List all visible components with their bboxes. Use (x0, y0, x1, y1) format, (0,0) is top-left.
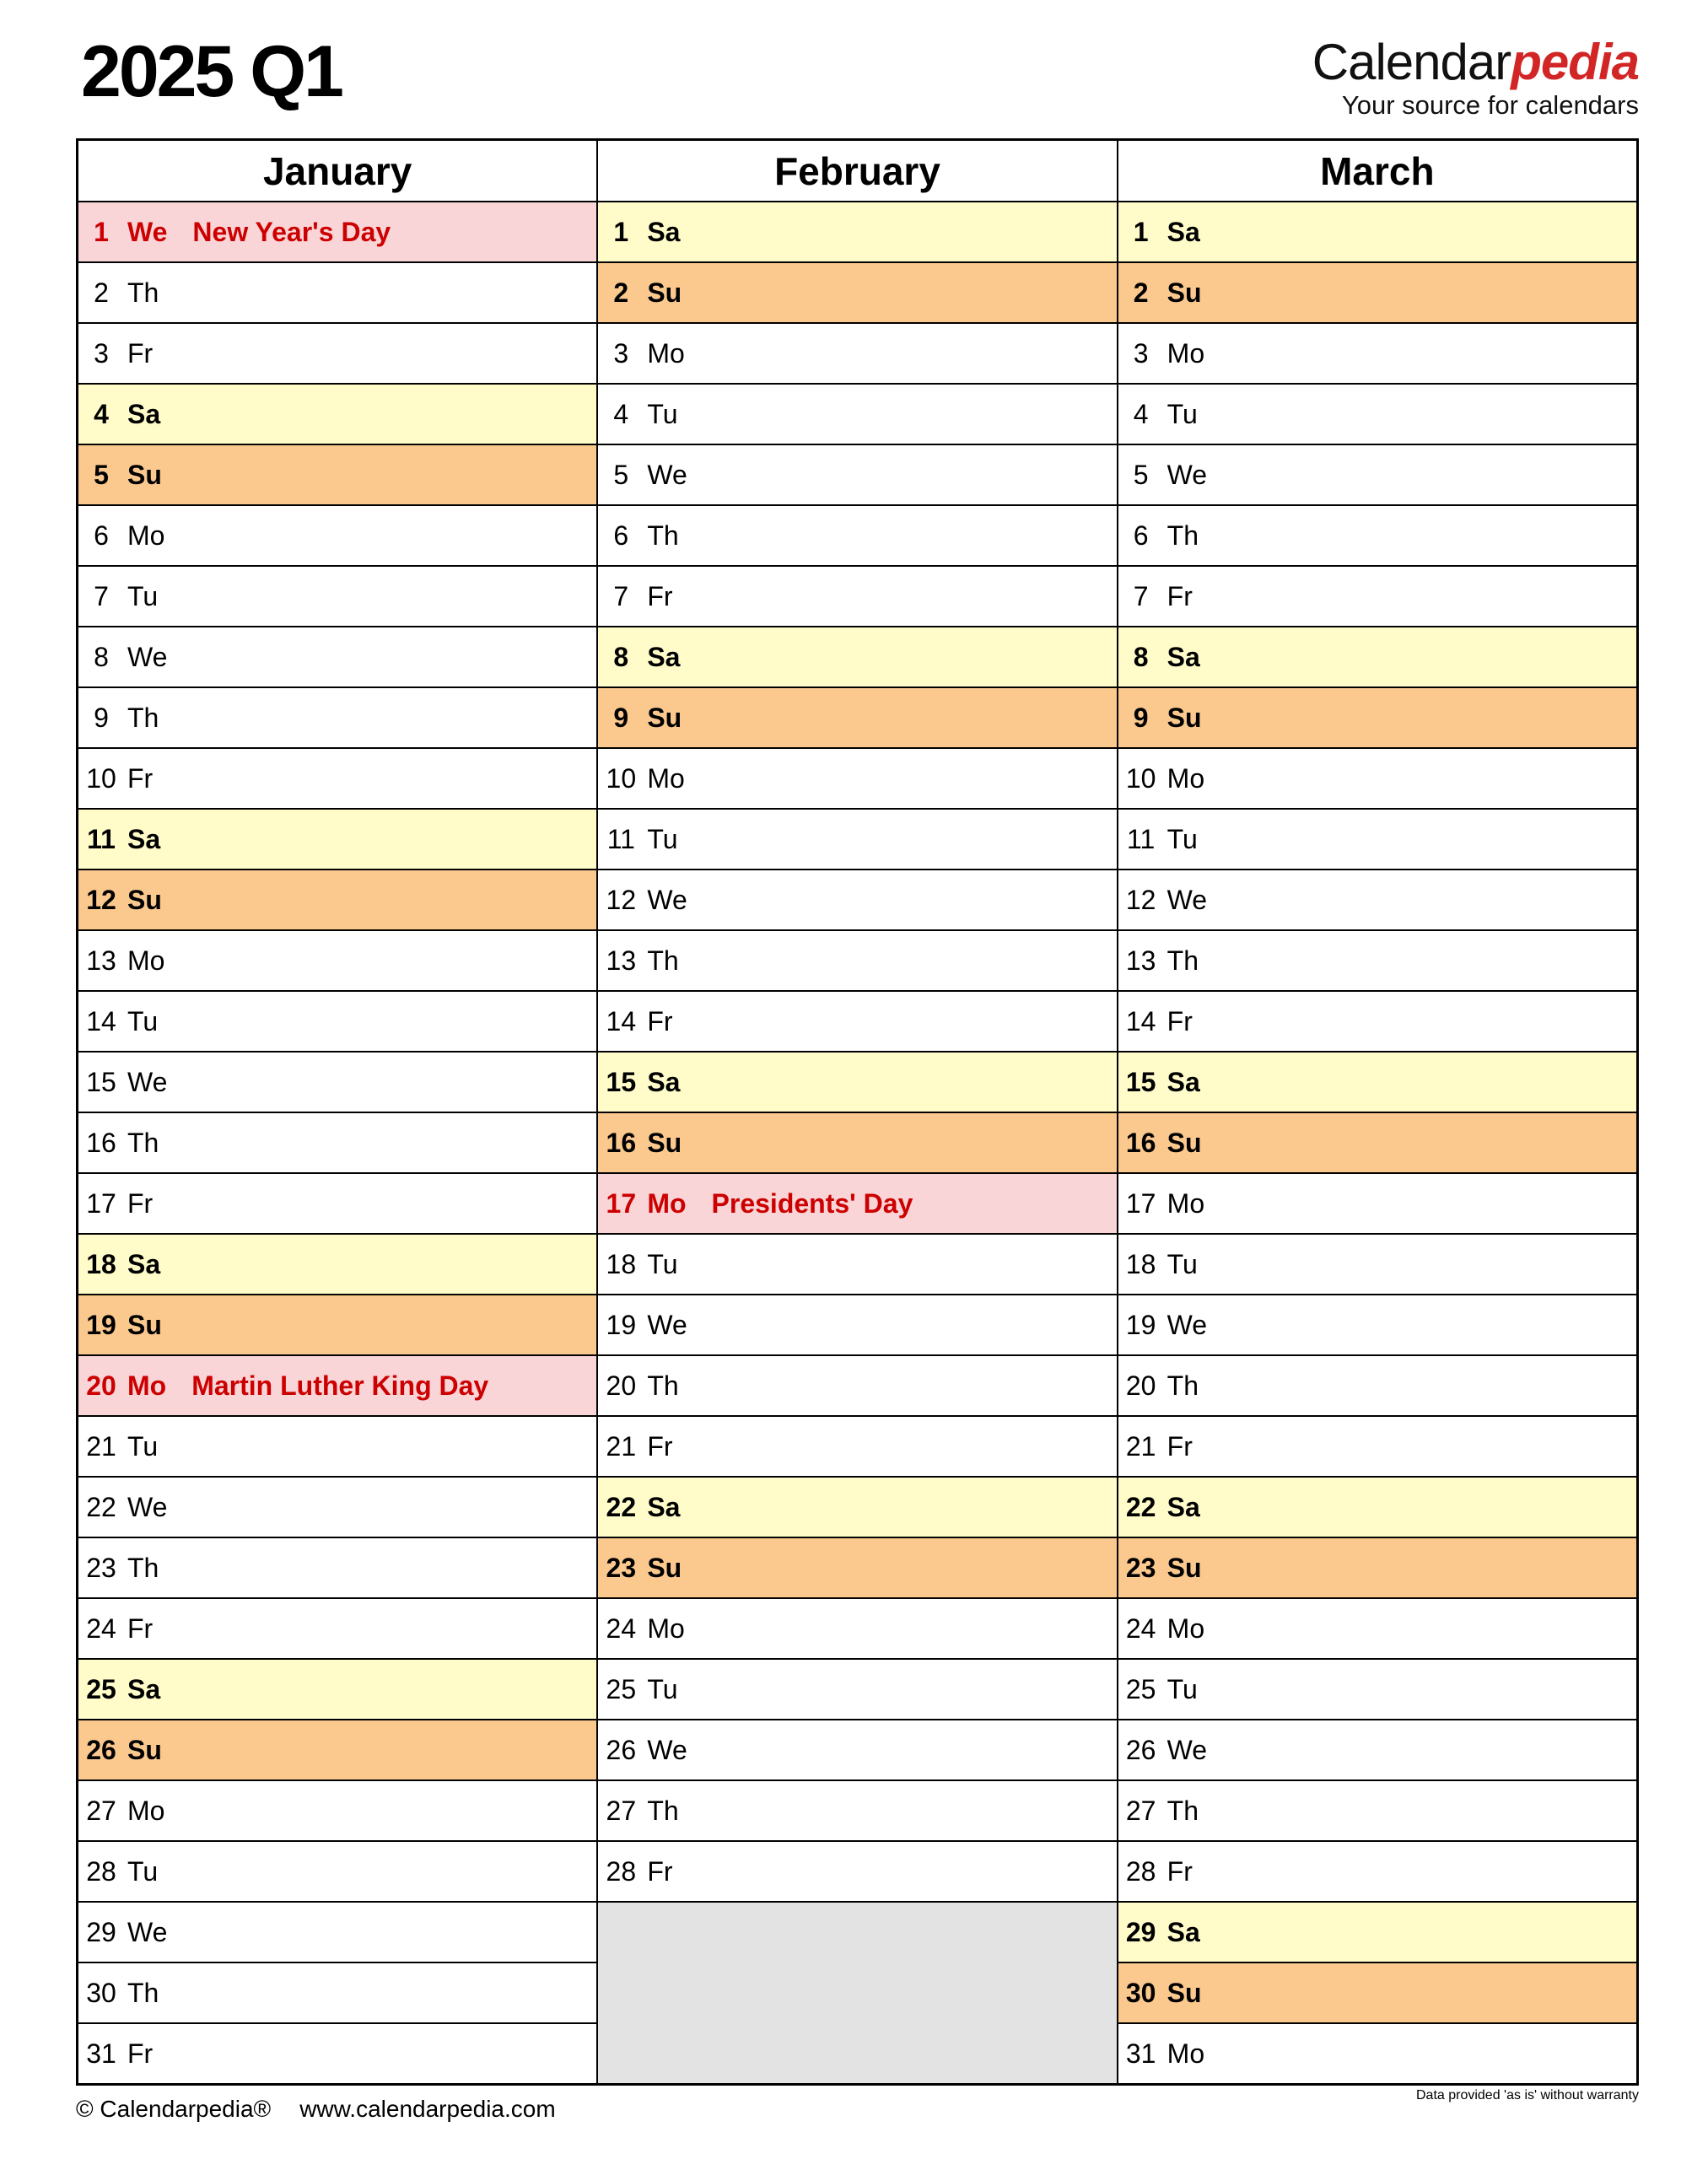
day-number: 21 (606, 1430, 637, 1462)
day-row (78, 567, 596, 627)
day-row (598, 1235, 1116, 1295)
day-row (598, 1174, 1116, 1235)
logo-wordmark (1312, 34, 1639, 90)
day-row (598, 385, 1116, 445)
holiday-label: New Year's Day (192, 216, 391, 247)
day-number: 31 (1125, 2038, 1156, 2069)
day-row (1118, 1295, 1636, 1356)
day-row (78, 1599, 596, 1660)
day-number: 5 (94, 459, 109, 490)
weekday-abbrev: Tu (1167, 1673, 1198, 1704)
weekday-abbrev: Mo (1167, 1613, 1205, 1644)
weekday-abbrev: Sa (127, 398, 161, 429)
weekday-abbrev: Sa (647, 216, 681, 247)
day-row (598, 1842, 1116, 1903)
day-row (1118, 263, 1636, 324)
day-row (1118, 445, 1636, 506)
day-number: 21 (1125, 1430, 1156, 1462)
day-number: 6 (613, 520, 629, 551)
day-number: 20 (1125, 1370, 1156, 1401)
day-number: 24 (606, 1613, 637, 1644)
weekday-abbrev: Su (647, 1127, 682, 1158)
weekday-abbrev: Sa (1167, 1916, 1200, 1947)
day-number: 4 (94, 398, 109, 429)
day-number: 22 (86, 1491, 116, 1522)
day-row (1118, 627, 1636, 688)
day-row (78, 627, 596, 688)
weekday-abbrev: Mo (1167, 2038, 1205, 2069)
weekday-abbrev: Su (647, 277, 682, 308)
day-number: 27 (606, 1795, 637, 1826)
day-number: 12 (86, 884, 116, 915)
weekday-abbrev: Th (1167, 945, 1199, 976)
weekday-abbrev: Su (1167, 1977, 1202, 2008)
day-row (1118, 810, 1636, 870)
weekday-abbrev: Th (647, 1370, 679, 1401)
weekday-abbrev: Fr (647, 580, 673, 611)
weekday-abbrev: Th (647, 945, 679, 976)
day-number: 6 (94, 520, 109, 551)
weekday-abbrev: Sa (647, 641, 681, 672)
weekday-abbrev: Tu (647, 823, 678, 854)
weekday-abbrev: Th (127, 702, 159, 733)
day-number: 8 (1133, 641, 1149, 672)
weekday-abbrev: Su (1167, 702, 1202, 733)
day-number: 26 (86, 1734, 116, 1765)
day-row (1118, 1356, 1636, 1417)
day-number: 31 (86, 2038, 116, 2069)
day-number: 12 (1125, 884, 1156, 915)
month-header: March (1118, 141, 1636, 202)
weekday-abbrev: Fr (127, 1187, 154, 1219)
weekday-abbrev: Fr (127, 337, 154, 369)
weekday-abbrev: We (1167, 1309, 1208, 1340)
weekday-abbrev: Th (647, 1795, 679, 1826)
day-row (1118, 567, 1636, 627)
day-number: 6 (1133, 520, 1149, 551)
day-number: 13 (606, 945, 637, 976)
weekday-abbrev: Mo (1167, 337, 1205, 369)
weekday-abbrev: Fr (1167, 1005, 1193, 1036)
weekday-abbrev: Tu (127, 1430, 159, 1462)
day-row (78, 1113, 596, 1174)
day-number: 29 (86, 1916, 116, 1947)
day-row (598, 1720, 1116, 1781)
month-column-march (1118, 141, 1636, 2083)
day-row (598, 1053, 1116, 1113)
day-row (598, 1781, 1116, 1842)
weekday-abbrev: We (127, 1066, 168, 1097)
weekday-abbrev: Mo (647, 337, 685, 369)
weekday-abbrev: Mo (127, 1370, 167, 1401)
day-number: 1 (1133, 216, 1149, 247)
day-number: 1 (94, 216, 109, 247)
day-row (1118, 992, 1636, 1053)
day-number: 18 (606, 1248, 637, 1279)
day-number: 13 (86, 945, 116, 976)
weekday-abbrev: We (127, 1491, 168, 1522)
day-row (598, 627, 1116, 688)
weekday-abbrev: Sa (127, 1248, 161, 1279)
holiday-label: Presidents' Day (711, 1187, 913, 1219)
weekday-abbrev: We (127, 1916, 168, 1947)
day-number: 1 (613, 216, 629, 247)
day-row (1118, 1174, 1636, 1235)
weekday-abbrev: Sa (127, 1673, 161, 1704)
day-row (598, 749, 1116, 810)
page-header (0, 0, 1708, 138)
day-row (1118, 1842, 1636, 1903)
weekday-abbrev: Mo (1167, 762, 1205, 794)
weekday-abbrev: Fr (647, 1855, 673, 1887)
day-number: 2 (1133, 277, 1149, 308)
day-row (598, 1478, 1116, 1538)
day-row (598, 1599, 1116, 1660)
day-row (1118, 1113, 1636, 1174)
day-row (1118, 1235, 1636, 1295)
day-number: 14 (86, 1005, 116, 1036)
weekday-abbrev: We (647, 884, 687, 915)
day-number: 28 (606, 1855, 637, 1887)
weekday-abbrev: We (127, 641, 168, 672)
day-number: 20 (606, 1370, 637, 1401)
day-number: 8 (94, 641, 109, 672)
day-row (598, 567, 1116, 627)
weekday-abbrev: Mo (647, 762, 685, 794)
weekday-abbrev: Tu (127, 1855, 159, 1887)
weekday-abbrev: Th (1167, 1795, 1199, 1826)
day-number: 20 (86, 1370, 116, 1401)
day-number: 27 (86, 1795, 116, 1826)
day-row (78, 445, 596, 506)
weekday-abbrev: Su (1167, 1552, 1202, 1583)
day-row (598, 688, 1116, 749)
day-row (78, 1842, 596, 1903)
website-url: www.calendarpedia.com (299, 2096, 556, 2122)
day-row (78, 385, 596, 445)
day-number: 15 (1125, 1066, 1156, 1097)
weekday-abbrev: Mo (127, 945, 165, 976)
day-row (1118, 749, 1636, 810)
day-number: 30 (1125, 1977, 1156, 2008)
day-number: 18 (86, 1248, 116, 1279)
weekday-abbrev: Su (127, 884, 162, 915)
logo-text-pedia: pedia (1511, 34, 1639, 90)
day-row (78, 810, 596, 870)
day-row (1118, 2024, 1636, 2083)
weekday-abbrev: Tu (647, 398, 678, 429)
day-row (78, 2024, 596, 2083)
day-number: 15 (606, 1066, 637, 1097)
day-row (1118, 688, 1636, 749)
day-number: 11 (1127, 823, 1156, 854)
day-row (598, 870, 1116, 931)
weekday-abbrev: Sa (647, 1066, 681, 1097)
day-row (1118, 1538, 1636, 1599)
quarter-calendar-table (76, 138, 1639, 2086)
day-row (78, 1903, 596, 1963)
day-row (78, 688, 596, 749)
day-number: 28 (86, 1855, 116, 1887)
day-row (598, 324, 1116, 385)
day-number: 22 (606, 1491, 637, 1522)
day-number: 17 (606, 1187, 637, 1219)
day-row (598, 1660, 1116, 1720)
day-number: 16 (606, 1127, 637, 1158)
day-number: 24 (86, 1613, 116, 1644)
day-number: 19 (606, 1309, 637, 1340)
weekday-abbrev: We (1167, 459, 1208, 490)
day-number: 7 (613, 580, 629, 611)
weekday-abbrev: Mo (127, 520, 165, 551)
page-title: 2025 Q1 (81, 31, 342, 112)
day-number: 30 (86, 1977, 116, 2008)
day-row (78, 870, 596, 931)
day-row (1118, 1963, 1636, 2024)
day-number: 21 (86, 1430, 116, 1462)
day-row (1118, 202, 1636, 263)
day-row (78, 1660, 596, 1720)
day-number: 10 (1125, 762, 1156, 794)
day-row (78, 1720, 596, 1781)
weekday-abbrev: Th (1167, 520, 1199, 551)
day-row (1118, 870, 1636, 931)
weekday-abbrev: Su (127, 1734, 162, 1765)
weekday-abbrev: Su (127, 459, 162, 490)
day-number: 4 (1133, 398, 1149, 429)
weekday-abbrev: Th (127, 1552, 159, 1583)
day-number: 26 (1125, 1734, 1156, 1765)
day-number: 11 (606, 823, 635, 854)
day-number: 25 (606, 1673, 637, 1704)
day-row (1118, 1599, 1636, 1660)
day-number: 14 (606, 1005, 637, 1036)
weekday-abbrev: Fr (647, 1430, 673, 1462)
day-number: 18 (1125, 1248, 1156, 1279)
weekday-abbrev: Th (127, 1977, 159, 2008)
weekday-abbrev: Tu (1167, 398, 1198, 429)
month-column-january (78, 141, 598, 2083)
day-row (598, 992, 1116, 1053)
day-row (1118, 931, 1636, 992)
logo-text-calendar: Calendar (1312, 34, 1511, 90)
weekday-abbrev: Fr (1167, 580, 1193, 611)
day-number: 19 (1125, 1309, 1156, 1340)
weekday-abbrev: Sa (1167, 216, 1200, 247)
weekday-abbrev: We (1167, 884, 1208, 915)
day-number: 3 (1133, 337, 1149, 369)
day-number: 23 (606, 1552, 637, 1583)
day-number: 2 (94, 277, 109, 308)
day-row (598, 506, 1116, 567)
day-row (598, 810, 1116, 870)
weekday-abbrev: Su (647, 702, 682, 733)
day-number: 10 (606, 762, 637, 794)
day-row (78, 931, 596, 992)
day-row (598, 263, 1116, 324)
day-row (1118, 1903, 1636, 1963)
day-number: 9 (1133, 702, 1149, 733)
day-row (78, 1781, 596, 1842)
weekday-abbrev: Th (647, 520, 679, 551)
day-number: 12 (606, 884, 637, 915)
month-header: January (78, 141, 596, 202)
footer-copyright (76, 2096, 556, 2123)
weekday-abbrev: We (1167, 1734, 1208, 1765)
weekday-abbrev: Th (127, 277, 159, 308)
day-row (78, 1174, 596, 1235)
weekday-abbrev: Fr (647, 1005, 673, 1036)
day-number: 22 (1125, 1491, 1156, 1522)
day-row (598, 1417, 1116, 1478)
weekday-abbrev: Sa (1167, 641, 1200, 672)
day-number: 27 (1125, 1795, 1156, 1826)
weekday-abbrev: Tu (127, 580, 159, 611)
footer-disclaimer: Data provided 'as is' without warranty (1415, 2088, 1639, 2102)
copyright-text: © Calendarpedia® (76, 2096, 272, 2122)
day-row (1118, 385, 1636, 445)
weekday-abbrev: Mo (1167, 1187, 1205, 1219)
day-row (598, 1113, 1116, 1174)
weekday-abbrev: Sa (647, 1491, 681, 1522)
weekday-abbrev: Fr (127, 2038, 154, 2069)
weekday-abbrev: We (647, 1734, 687, 1765)
day-row (78, 1963, 596, 2024)
day-number: 14 (1125, 1005, 1156, 1036)
day-row (78, 749, 596, 810)
day-number: 17 (1125, 1187, 1156, 1219)
month-header: February (598, 141, 1116, 202)
weekday-abbrev: Mo (647, 1613, 685, 1644)
weekday-abbrev: We (647, 1309, 687, 1340)
weekday-abbrev: Tu (1167, 1248, 1198, 1279)
weekday-abbrev: Fr (127, 762, 154, 794)
weekday-abbrev: Su (1167, 277, 1202, 308)
day-number: 11 (87, 823, 116, 854)
day-row (78, 1538, 596, 1599)
day-number: 3 (613, 337, 629, 369)
day-number: 9 (613, 702, 629, 733)
month-column-february (598, 141, 1118, 2083)
day-row (1118, 1720, 1636, 1781)
day-number: 2 (613, 277, 629, 308)
day-number: 10 (86, 762, 116, 794)
day-row (78, 1356, 596, 1417)
weekday-abbrev: Tu (647, 1248, 678, 1279)
day-row (78, 263, 596, 324)
day-row (78, 1478, 596, 1538)
day-number: 23 (1125, 1552, 1156, 1583)
weekday-abbrev: Fr (1167, 1855, 1193, 1887)
day-number: 17 (86, 1187, 116, 1219)
weekday-abbrev: Tu (127, 1005, 159, 1036)
logo-tagline: Your source for calendars (1341, 90, 1639, 120)
weekday-abbrev: Tu (647, 1673, 678, 1704)
day-number: 4 (613, 398, 629, 429)
day-row (1118, 506, 1636, 567)
day-number: 13 (1125, 945, 1156, 976)
day-number: 5 (613, 459, 629, 490)
day-number: 23 (86, 1552, 116, 1583)
day-number: 16 (86, 1127, 116, 1158)
day-number: 7 (94, 580, 109, 611)
day-row (1118, 1660, 1636, 1720)
day-row (598, 931, 1116, 992)
weekday-abbrev: Su (647, 1552, 682, 1583)
day-number: 7 (1133, 580, 1149, 611)
weekday-abbrev: Sa (1167, 1491, 1200, 1522)
day-number: 5 (1133, 459, 1149, 490)
day-number: 15 (86, 1066, 116, 1097)
day-row (598, 445, 1116, 506)
weekday-abbrev: We (127, 216, 168, 247)
weekday-abbrev: Su (1167, 1127, 1202, 1158)
day-number: 24 (1125, 1613, 1156, 1644)
day-row (78, 1235, 596, 1295)
day-row (1118, 1417, 1636, 1478)
weekday-abbrev: Mo (127, 1795, 165, 1826)
weekday-abbrev: Tu (1167, 823, 1198, 854)
day-row (1118, 1053, 1636, 1113)
day-row (598, 1295, 1116, 1356)
day-row (78, 1053, 596, 1113)
page-footer (76, 2086, 1639, 2123)
weekday-abbrev: Su (127, 1309, 162, 1340)
day-row (598, 1538, 1116, 1599)
day-row (78, 992, 596, 1053)
day-row (78, 202, 596, 263)
day-row (598, 1356, 1116, 1417)
day-row (78, 1295, 596, 1356)
weekday-abbrev: Fr (1167, 1430, 1193, 1462)
day-number: 26 (606, 1734, 637, 1765)
weekday-abbrev: Mo (647, 1187, 687, 1219)
day-row (1118, 1478, 1636, 1538)
weekday-abbrev: Fr (127, 1613, 154, 1644)
day-number: 28 (1125, 1855, 1156, 1887)
day-number: 9 (94, 702, 109, 733)
day-row (1118, 1781, 1636, 1842)
calendarpedia-logo (1312, 34, 1639, 121)
day-row (78, 1417, 596, 1478)
day-row (598, 202, 1116, 263)
day-number: 19 (86, 1309, 116, 1340)
day-row (78, 324, 596, 385)
weekday-abbrev: Th (127, 1127, 159, 1158)
day-number: 16 (1125, 1127, 1156, 1158)
day-number: 8 (613, 641, 629, 672)
weekday-abbrev: Th (1167, 1370, 1199, 1401)
day-row (1118, 324, 1636, 385)
day-number: 25 (86, 1673, 116, 1704)
day-number: 29 (1125, 1916, 1156, 1947)
day-number: 3 (94, 337, 109, 369)
empty-cell-february (598, 1903, 1116, 2083)
day-row (78, 506, 596, 567)
holiday-label: Martin Luther King Day (191, 1370, 489, 1401)
weekday-abbrev: We (647, 459, 687, 490)
weekday-abbrev: Sa (1167, 1066, 1200, 1097)
weekday-abbrev: Sa (127, 823, 161, 854)
day-number: 25 (1125, 1673, 1156, 1704)
